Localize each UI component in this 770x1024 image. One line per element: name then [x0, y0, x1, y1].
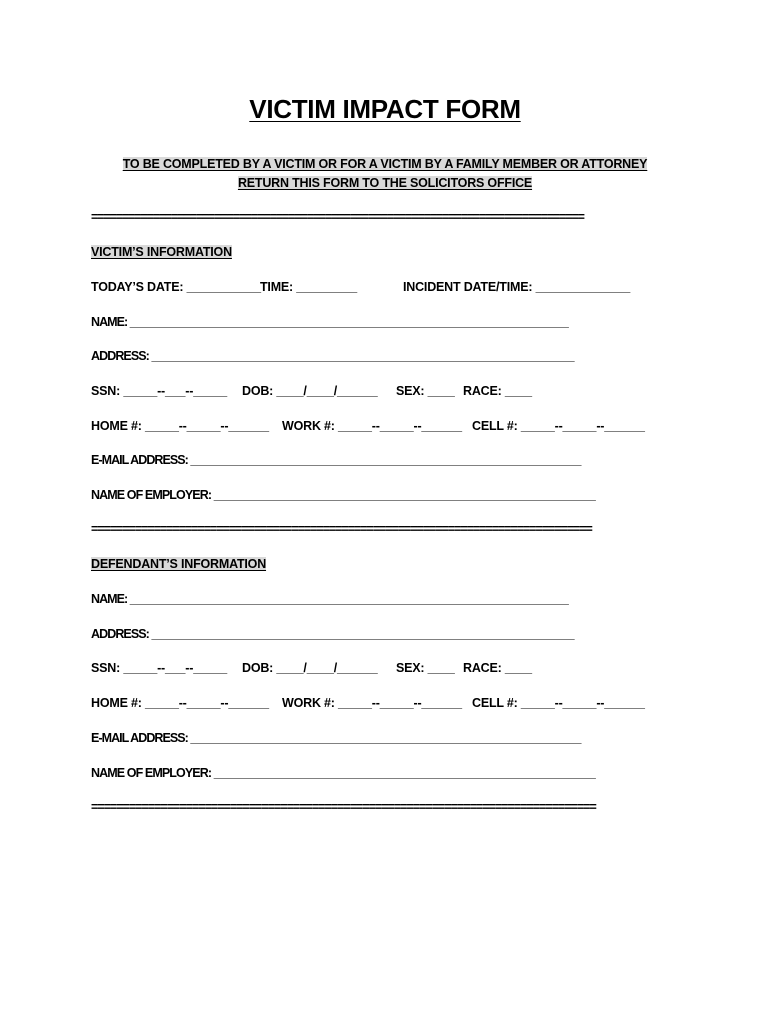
victim-ssn-field[interactable]: SSN: _____--___--_____: [91, 384, 227, 398]
separator-2: ================================================================================: [91, 522, 592, 536]
defendant-heading-text: DEFENDANT’S INFORMATION: [91, 557, 267, 571]
instructions-line-1: [0, 157, 770, 171]
defendant-dob-field[interactable]: DOB: ____/____/______: [242, 661, 378, 675]
victim-dob-field[interactable]: DOB: ____/____/______: [242, 384, 378, 398]
defendant-cell-phone-field[interactable]: CELL #: _____--_____--______: [472, 696, 645, 710]
victim-cell-phone-field[interactable]: CELL #: _____--_____--______: [472, 419, 645, 433]
victim-time-field[interactable]: TIME: _________: [260, 280, 358, 294]
victim-incident-datetime-field[interactable]: INCIDENT DATE/TIME: ______________: [403, 280, 631, 294]
victim-race-field[interactable]: RACE: ____: [463, 384, 532, 398]
victim-section-heading: [91, 245, 232, 259]
form-title-text: VICTIM IMPACT FORM: [249, 94, 521, 124]
separator-3: ================================================================================: [91, 800, 596, 814]
defendant-race-field[interactable]: RACE: ____: [463, 661, 532, 675]
defendant-employer-field[interactable]: NAME OF EMPLOYER: _______________________________________________________________: [91, 766, 595, 780]
instructions-text-1: TO BE COMPLETED BY A VICTIM OR FOR A VICTIM BY A FAMILY MEMBER OR ATTORNEY: [122, 157, 648, 171]
defendant-home-phone-field[interactable]: HOME #: _____--_____--______: [91, 696, 269, 710]
victim-employer-field[interactable]: NAME OF EMPLOYER: _______________________________________________________________: [91, 488, 595, 502]
victim-address-field[interactable]: ADDRESS: ______________________________________________________________________: [91, 349, 574, 363]
defendant-ssn-field[interactable]: SSN: _____--___--_____: [91, 661, 227, 675]
defendant-sex-field[interactable]: SEX: ____: [396, 661, 455, 675]
victim-home-phone-field[interactable]: HOME #: _____--_____--______: [91, 419, 269, 433]
instructions-text-2: RETURN THIS FORM TO THE SOLICITORS OFFICE: [237, 176, 533, 190]
defendant-address-field[interactable]: ADDRESS: ______________________________________________________________________: [91, 627, 574, 641]
victim-email-field[interactable]: E-MAIL ADDRESS: _________________________________________________________________: [91, 453, 581, 467]
instructions-line-2: [0, 176, 770, 190]
victim-sex-field[interactable]: SEX: ____: [396, 384, 455, 398]
victim-heading-text: VICTIM’S INFORMATION: [91, 245, 232, 259]
separator-1: ================================================================================: [91, 210, 584, 224]
defendant-section-heading: [91, 557, 266, 571]
victim-todays-date-field[interactable]: TODAY’S DATE: ___________: [91, 280, 261, 294]
victim-name-field[interactable]: NAME: _________________________________________________________________________: [91, 315, 568, 329]
victim-work-phone-field[interactable]: WORK #: _____--_____--______: [282, 419, 462, 433]
defendant-email-field[interactable]: E-MAIL ADDRESS: _________________________________________________________________: [91, 731, 581, 745]
defendant-work-phone-field[interactable]: WORK #: _____--_____--______: [282, 696, 462, 710]
defendant-name-field[interactable]: NAME: _________________________________________________________________________: [91, 592, 568, 606]
form-title: [0, 94, 770, 125]
